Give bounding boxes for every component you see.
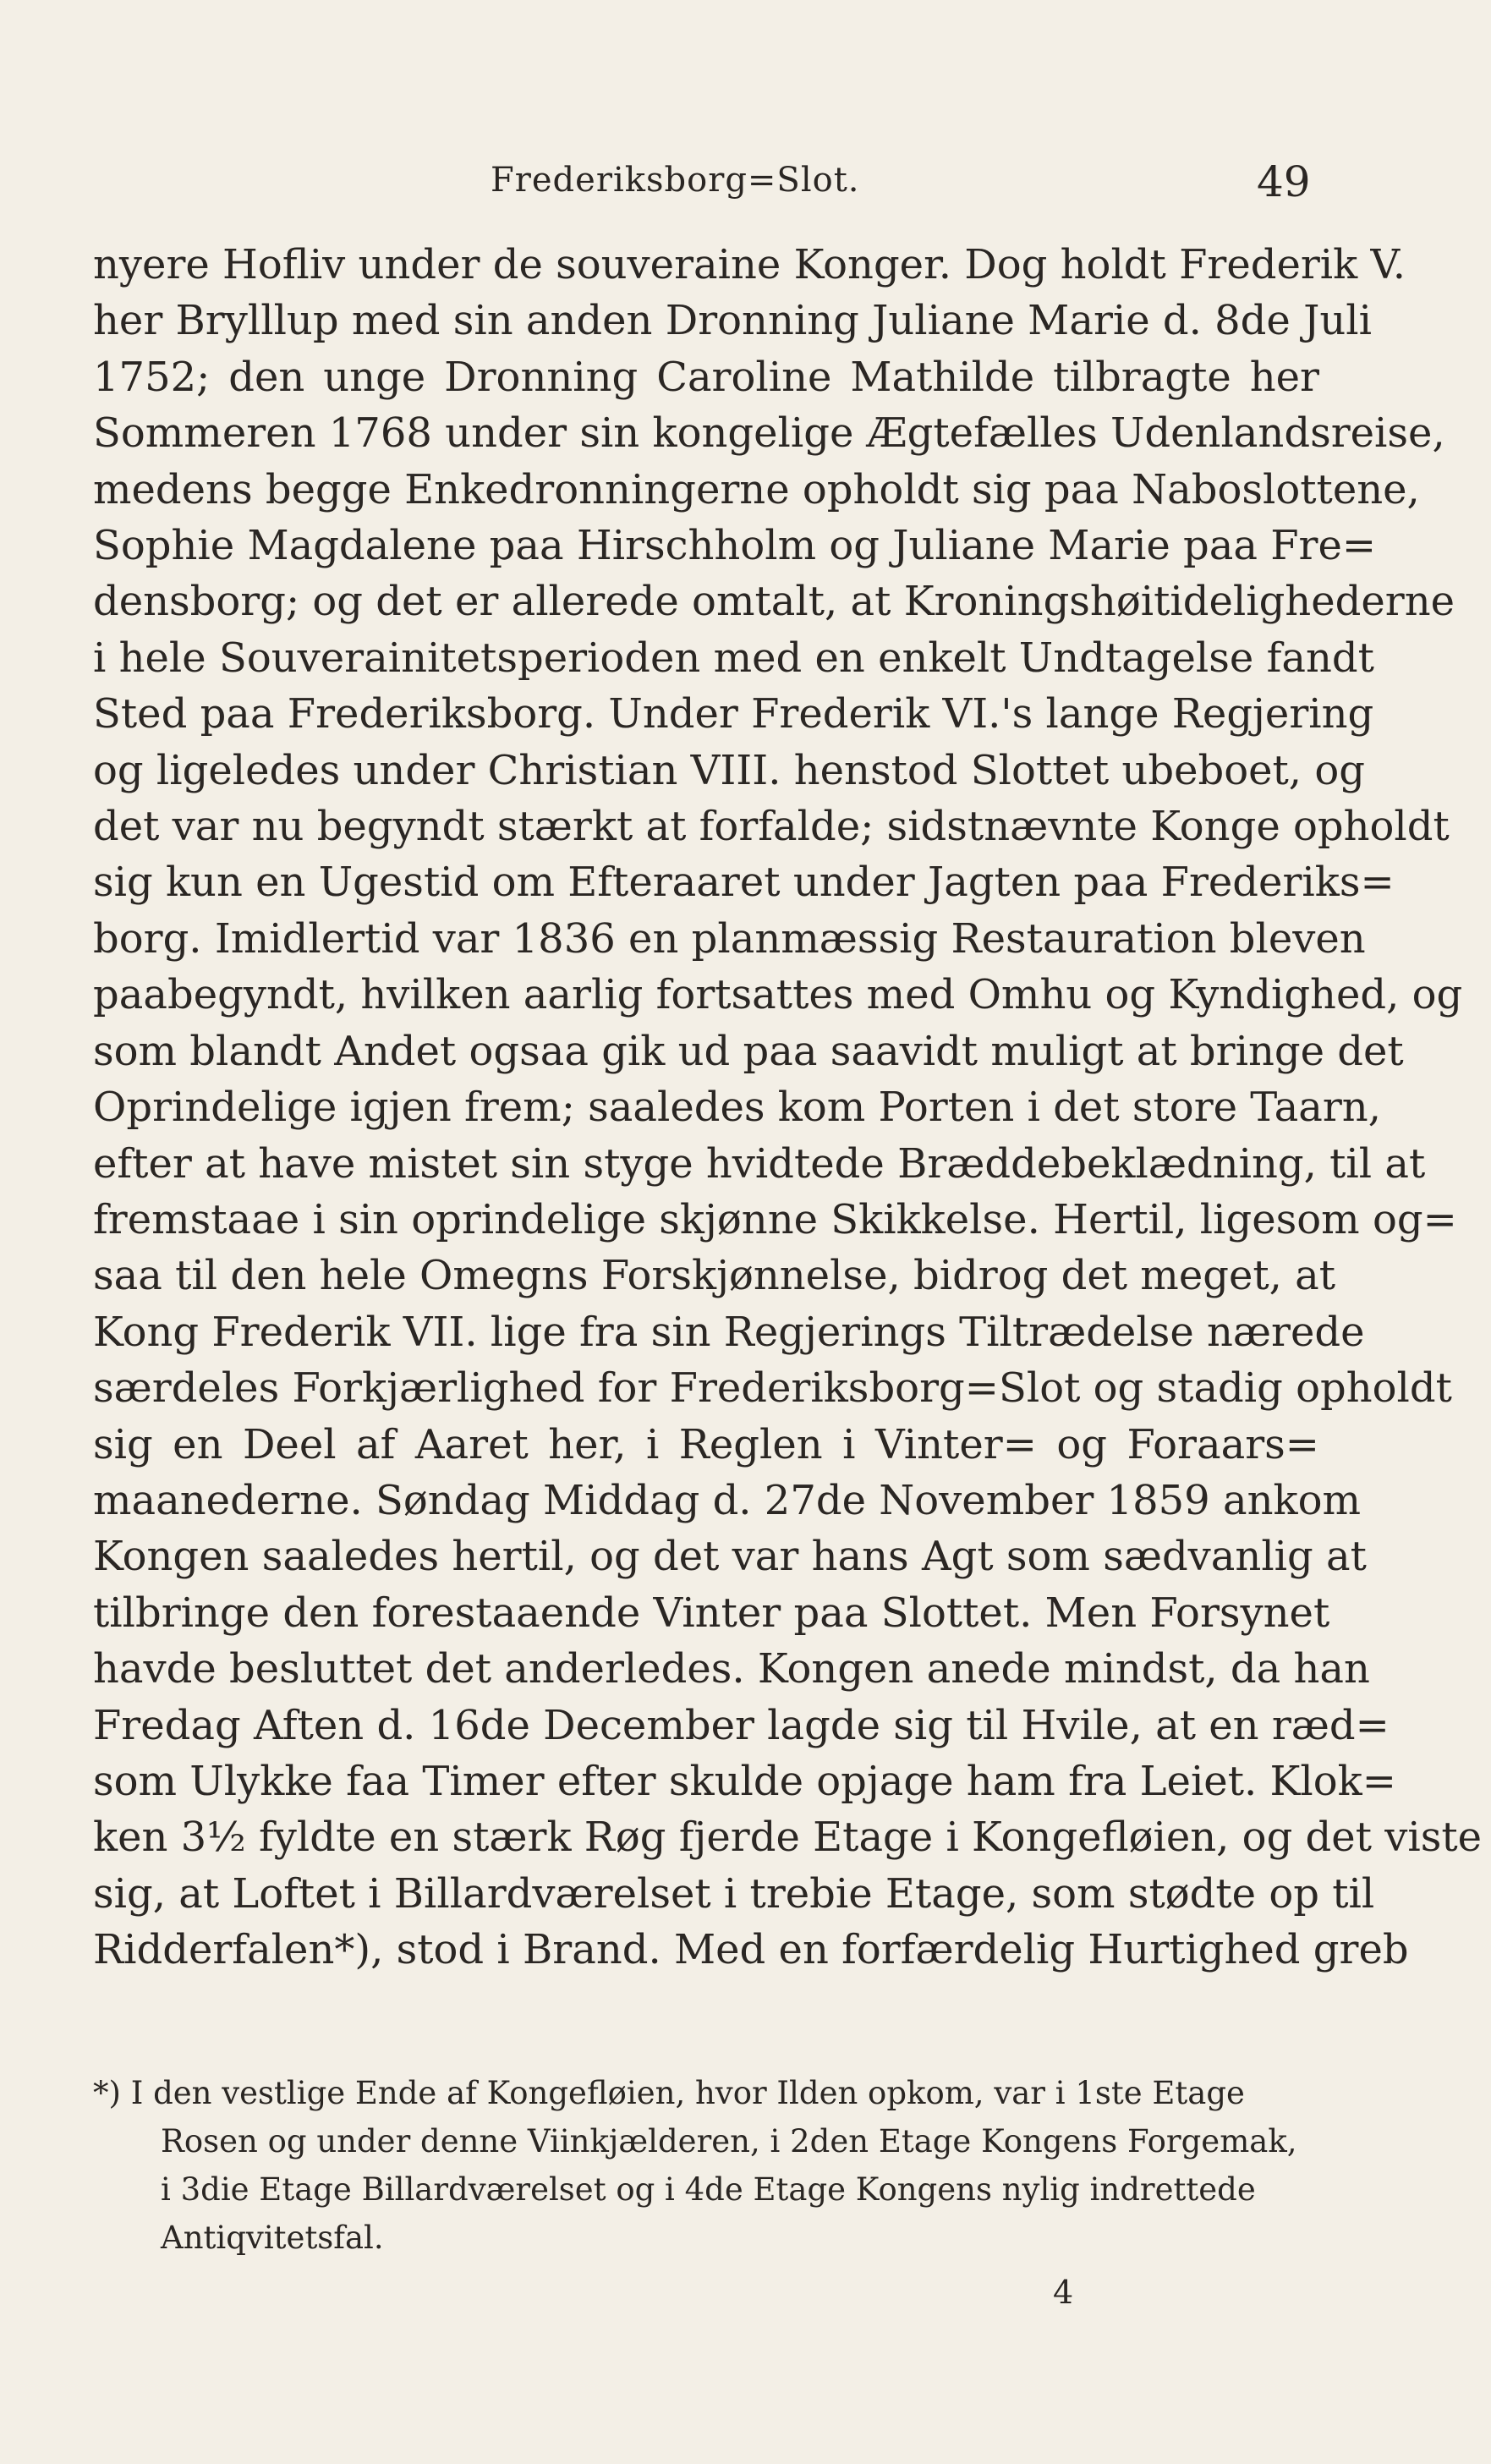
text-line: det var nu begyndt stærkt at forfalde; sidstnævnte Konge opholdt xyxy=(93,803,1450,851)
text-line: som Ulykke faa Timer efter skulde opjage ham fra Leiet. Klok= xyxy=(93,1757,1396,1805)
text-line: Sophie Magdalene paa Hirschholm og Juliane Marie paa Fre= xyxy=(93,522,1377,570)
text-line: Sted paa Frederiksborg. Under Frederik VI.'s lange Regjering xyxy=(93,690,1374,738)
text-line: sig en Deel af Aaret her, i Reglen i Vinter= og Foraars= xyxy=(93,1420,1319,1468)
text-line: densborg; og det er allerede omtalt, at Kroningshøitidelighederne xyxy=(93,578,1455,626)
text-line: i hele Souverainitetsperioden med en enkelt Undtagelse fandt xyxy=(93,634,1374,682)
text-line: sig, at Loftet i Billardværelset i trebie Etage, som stødte op til xyxy=(93,1869,1375,1918)
text-line: Fredag Aften d. 16de December lagde sig til Hvile, at en ræd= xyxy=(93,1701,1390,1749)
text-line: medens begge Enkedronningerne opholdt sig paa Naboslottene, xyxy=(93,465,1420,513)
text-line: tilbringe den forestaaende Vinter paa Slottet. Men Forsynet xyxy=(93,1589,1330,1637)
text-line: efter at have mistet sin styge hvidtede Bræddebeklædning, til at xyxy=(93,1139,1426,1188)
footnote-line: *) I den vestlige Ende af Kongefløien, hvor Ilden opkom, var i 1ste Etage xyxy=(93,2075,1245,2111)
text-line: fremstaae i sin oprindelige skjønne Skikkelse. Hertil, ligesom og= xyxy=(93,1195,1457,1243)
signature-mark: 4 xyxy=(1053,2274,1074,2311)
text-line: maanederne. Søndag Middag d. 27de November 1859 ankom xyxy=(93,1476,1361,1524)
running-title: Frederiksborg=Slot. xyxy=(491,161,860,200)
footnote-line: Rosen og under denne Viinkjælderen, i 2den Etage Kongens Forgemak, xyxy=(161,2123,1297,2159)
text-line: særdeles Forkjærlighed for Frederiksborg=Slot og stadig opholdt xyxy=(93,1364,1452,1413)
text-line: Kongen saaledes hertil, og det var hans Agt som sædvanlig at xyxy=(93,1533,1367,1581)
page-number: 49 xyxy=(1257,157,1311,206)
footnote-line: Antiqvitetsfal. xyxy=(161,2220,384,2256)
text-line: paabegyndt, hvilken aarlig fortsattes med Omhu og Kyndighed, og xyxy=(93,971,1463,1019)
text-line: ken 3½ fyldte en stærk Røg fjerde Etage i Kongefløien, og det viste xyxy=(93,1814,1483,1862)
text-line: Oprindelige igjen frem; saaledes kom Porten i det store Taarn, xyxy=(93,1084,1381,1132)
text-line: Sommeren 1768 under sin kongelige Ægtefælles Udenlandsreise, xyxy=(93,409,1445,458)
text-line: her Brylllup med sin anden Dronning Juliane Marie d. 8de Juli xyxy=(93,297,1372,345)
text-line: nyere Hofliv under de souveraine Konger. Dog holdt Frederik V. xyxy=(93,241,1406,288)
text-line: 1752; den unge Dronning Caroline Mathilde tilbragte her xyxy=(93,353,1319,401)
text-line: sig kun en Ugestid om Efteraaret under Jagten paa Frederiks= xyxy=(93,859,1395,907)
body-text xyxy=(93,237,1483,1978)
text-line: Ridderfalen*), stod i Brand. Med en forfærdelig Hurtighed greb xyxy=(93,1926,1409,1974)
text-line: som blandt Andet ogsaa gik ud paa saavidt muligt at bringe det xyxy=(93,1027,1404,1075)
text-line: saa til den hele Omegns Forskjønnelse, bidrog det meget, at xyxy=(93,1252,1336,1300)
footnote xyxy=(93,2069,1311,2262)
footnote-line: i 3die Etage Billardværelset og i 4de Etage Kongens nylig indrettede xyxy=(161,2171,1256,2208)
text-line: Kong Frederik VII. lige fra sin Regjerings Tiltrædelse nærede xyxy=(93,1308,1365,1356)
text-line: havde besluttet det anderledes. Kongen anede mindst, da han xyxy=(93,1645,1370,1693)
text-line: borg. Imidlertid var 1836 en planmæssig Restauration bleven xyxy=(93,914,1366,963)
text-line: og ligeledes under Christian VIII. henstod Slottet ubeboet, og xyxy=(93,746,1365,794)
